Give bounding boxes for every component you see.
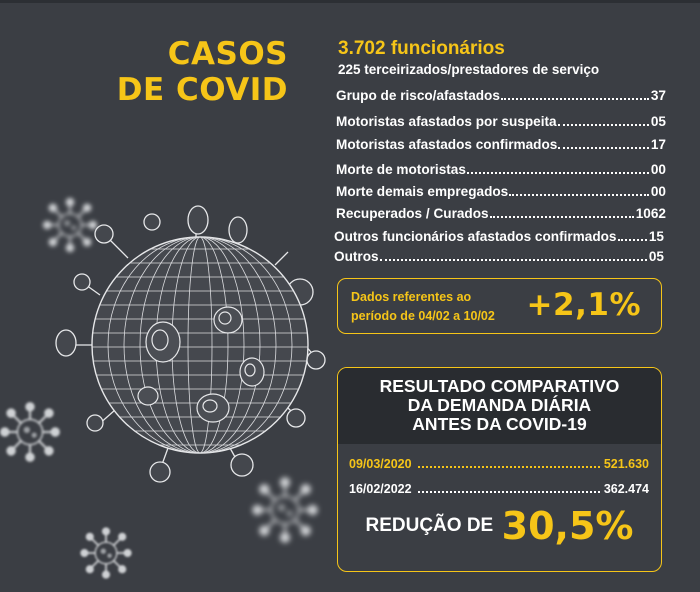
- comparison-title-line-2: DA DEMANDA DIÁRIA: [407, 395, 592, 415]
- title-line-1: CASOS: [167, 36, 288, 72]
- top-divider: [0, 0, 700, 3]
- stat-row: [334, 249, 664, 265]
- stat-row: [336, 137, 666, 153]
- comparison-date: 16/02/2022: [349, 482, 412, 496]
- stat-row: [334, 229, 664, 245]
- stat-row: [336, 114, 666, 130]
- period-change-value: +2,1%: [526, 287, 641, 323]
- stat-value: 37: [650, 88, 666, 103]
- reduction-value: 30,5%: [501, 504, 634, 548]
- comparison-row: [349, 482, 649, 496]
- leader-dots: [509, 194, 649, 196]
- comparison-title-line-3: ANTES DA COVID-19: [412, 414, 587, 434]
- employee-count: 3.702 funcionários: [338, 38, 505, 59]
- stat-row: [336, 184, 666, 200]
- stat-value: 1062: [635, 206, 666, 221]
- contractor-count: 225 terceirizados/prestadores de serviço: [338, 62, 600, 77]
- leader-dots: [418, 491, 600, 493]
- leader-dots: [618, 239, 647, 241]
- comparison-value: 521.630: [603, 457, 649, 471]
- reduction-label: REDUÇÃO DE: [365, 515, 494, 536]
- stat-label: Morte de motoristas: [336, 162, 466, 177]
- stat-value: 00: [650, 162, 666, 177]
- comparison-date: 09/03/2020: [349, 457, 412, 471]
- stat-value: 17: [650, 137, 666, 152]
- leader-dots: [418, 466, 600, 468]
- stat-label: Grupo de risco/afastados: [336, 88, 500, 103]
- leader-dots: [501, 98, 649, 100]
- leader-dots: [558, 124, 649, 126]
- stat-value: 15: [648, 229, 664, 244]
- stat-value: 00: [650, 184, 666, 199]
- stat-row: [336, 162, 666, 178]
- period-card: [337, 278, 662, 334]
- period-description: Dados referentes ao período de 04/02 a 10/02: [351, 290, 495, 323]
- stat-value: 05: [648, 249, 664, 264]
- stat-label: Morte demais empregados: [336, 184, 509, 199]
- stat-label: Motoristas afastados por suspeita: [336, 114, 557, 129]
- page-title: [96, 36, 288, 108]
- stat-label: Recuperados / Curados: [336, 206, 489, 221]
- comparison-row: [349, 457, 649, 471]
- stat-label: Outros funcionários afastados confirmados: [334, 229, 617, 244]
- stat-row: [336, 88, 666, 104]
- coronavirus-illustration-icon: [0, 180, 330, 592]
- stat-label: Motoristas afastados confirmados: [336, 137, 558, 152]
- stat-value: 05: [650, 114, 666, 129]
- comparison-value: 362.474: [603, 482, 649, 496]
- stat-label: Outros: [334, 249, 379, 264]
- stat-row: [336, 206, 666, 222]
- comparison-title-line-1: RESULTADO COMPARATIVO: [379, 376, 620, 396]
- reduction-summary: [338, 504, 661, 548]
- leader-dots: [380, 259, 647, 261]
- leader-dots: [558, 147, 649, 149]
- comparison-card: [337, 367, 662, 572]
- leader-dots: [467, 172, 649, 174]
- leader-dots: [490, 216, 634, 218]
- title-line-2: DE COVID: [116, 72, 288, 108]
- comparison-header: [338, 368, 661, 444]
